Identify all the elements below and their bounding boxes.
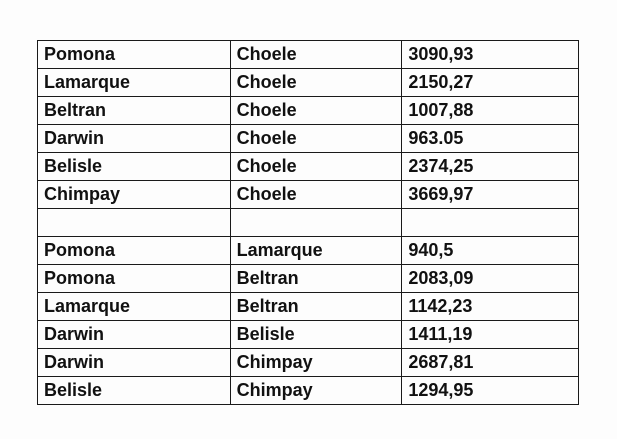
- table-row: [38, 237, 579, 265]
- origin-cell: Lamarque: [38, 293, 231, 321]
- origin-cell: Darwin: [38, 349, 231, 377]
- table-row: [38, 293, 579, 321]
- destination-cell: Choele: [230, 153, 402, 181]
- origin-cell: Belisle: [38, 153, 231, 181]
- empty-cell: [402, 209, 579, 237]
- destination-cell: Beltran: [230, 293, 402, 321]
- destination-cell: Choele: [230, 97, 402, 125]
- origin-cell: Lamarque: [38, 69, 231, 97]
- value-cell: 940,5: [402, 237, 579, 265]
- value-cell: 1294,95: [402, 377, 579, 405]
- table-row: [38, 69, 579, 97]
- value-cell: 1007,88: [402, 97, 579, 125]
- destination-cell: Belisle: [230, 321, 402, 349]
- origin-cell: Chimpay: [38, 181, 231, 209]
- value-cell: 1142,23: [402, 293, 579, 321]
- destination-cell: Chimpay: [230, 349, 402, 377]
- value-cell: 3090,93: [402, 41, 579, 69]
- value-cell: 1411,19: [402, 321, 579, 349]
- origin-cell: Pomona: [38, 41, 231, 69]
- table-row: [38, 153, 579, 181]
- table-row: [38, 125, 579, 153]
- destination-cell: Choele: [230, 181, 402, 209]
- value-cell: 2374,25: [402, 153, 579, 181]
- distance-table: [37, 40, 579, 405]
- value-cell: 963.05: [402, 125, 579, 153]
- empty-cell: [230, 209, 402, 237]
- empty-cell: [38, 209, 231, 237]
- table-row: [38, 41, 579, 69]
- origin-cell: Belisle: [38, 377, 231, 405]
- origin-cell: Pomona: [38, 237, 231, 265]
- value-cell: 2150,27: [402, 69, 579, 97]
- table-row: [38, 181, 579, 209]
- destination-cell: Beltran: [230, 265, 402, 293]
- destination-cell: Choele: [230, 69, 402, 97]
- value-cell: 3669,97: [402, 181, 579, 209]
- table-row: [38, 349, 579, 377]
- table-row: [38, 377, 579, 405]
- value-cell: 2083,09: [402, 265, 579, 293]
- destination-cell: Choele: [230, 125, 402, 153]
- table-row: [38, 321, 579, 349]
- destination-cell: Chimpay: [230, 377, 402, 405]
- empty-row: [38, 209, 579, 237]
- table-row: [38, 265, 579, 293]
- value-cell: 2687,81: [402, 349, 579, 377]
- table-row: [38, 97, 579, 125]
- destination-cell: Choele: [230, 41, 402, 69]
- origin-cell: Pomona: [38, 265, 231, 293]
- origin-cell: Beltran: [38, 97, 231, 125]
- destination-cell: Lamarque: [230, 237, 402, 265]
- origin-cell: Darwin: [38, 321, 231, 349]
- origin-cell: Darwin: [38, 125, 231, 153]
